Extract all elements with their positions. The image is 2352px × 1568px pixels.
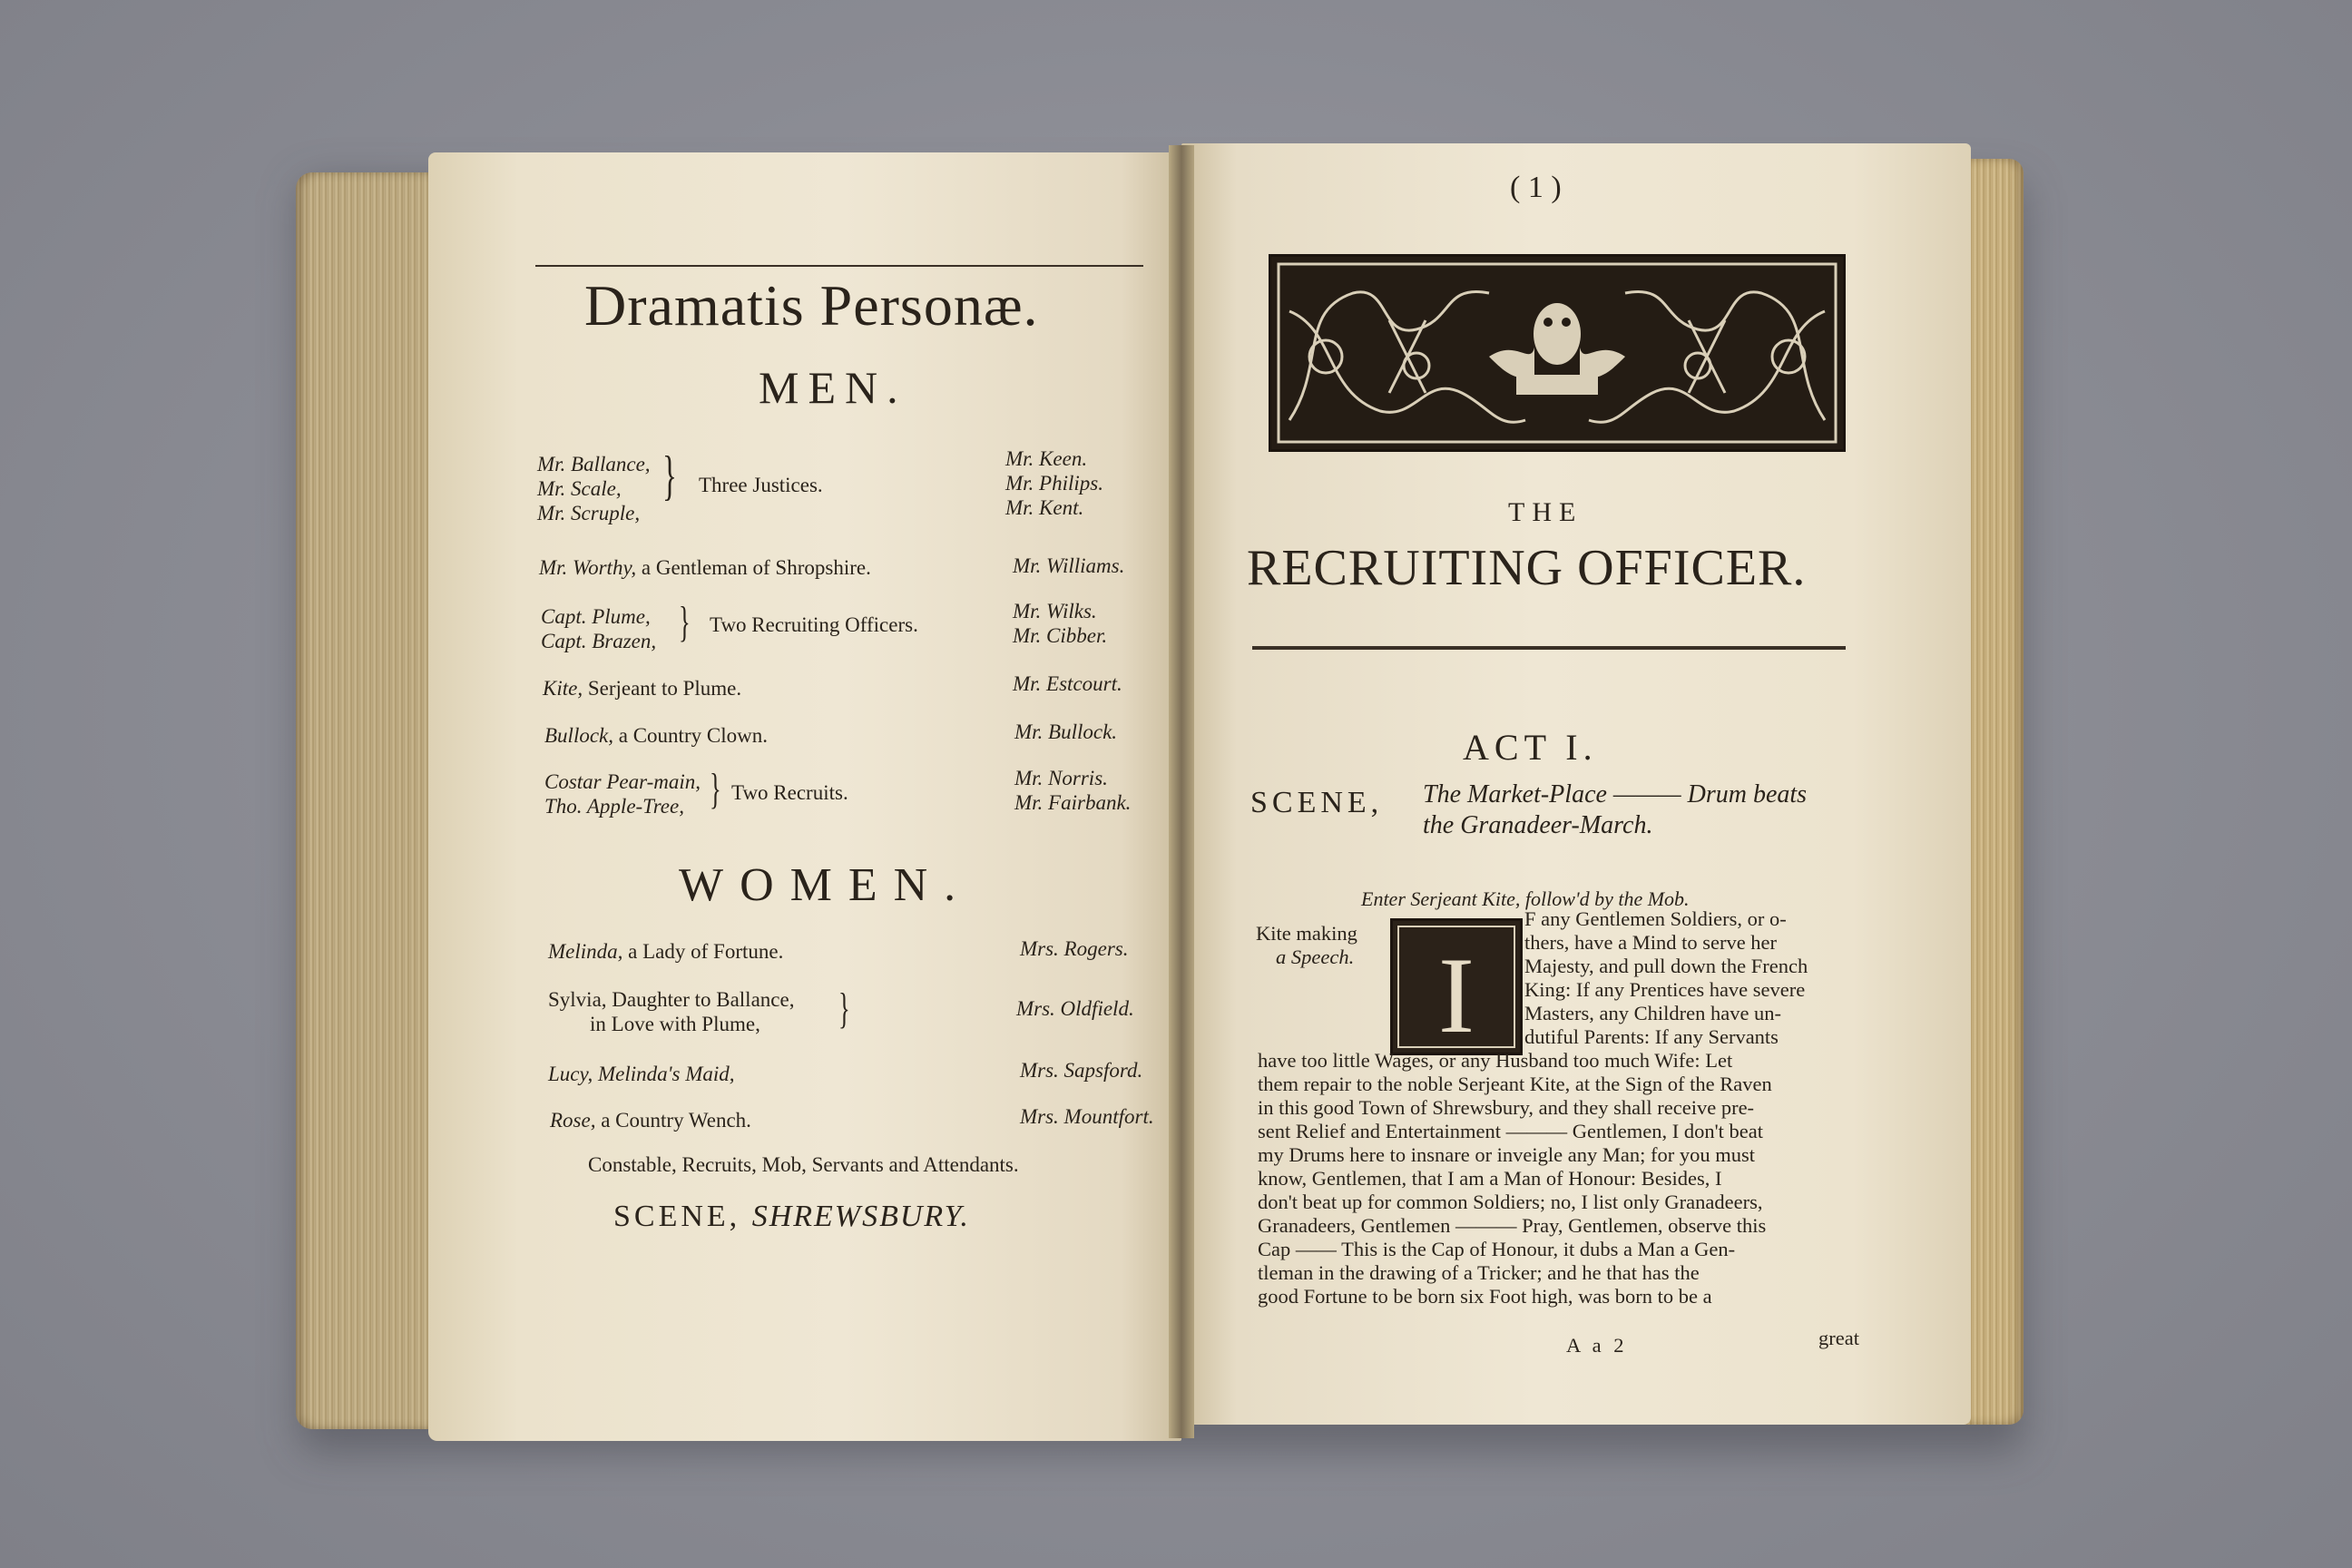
ornamental-headpiece (1269, 254, 1846, 452)
drop-cap (1390, 918, 1523, 1055)
cast-name: Mr. Ballance, Mr. Scale, Mr. Scruple, (537, 453, 651, 524)
act-heading: ACT I. (1463, 727, 1598, 768)
catchword: great (1818, 1327, 1859, 1349)
top-rule-left (535, 265, 1143, 267)
cast-role: Three Justices. (699, 474, 823, 496)
cast-entry: Melinda, a Lady of Fortune. (548, 940, 784, 963)
cast-name: Capt. Plume, Capt. Brazen, (541, 605, 657, 652)
men-heading: MEN. (759, 362, 907, 413)
title-rule (1252, 646, 1846, 650)
cast-role: Two Recruits. (731, 781, 848, 804)
text-body: have too little Wages, or any Husband too much Wife: Let them repair to the noble Serjeant Kite, at the Sign of the Raven in this good Town of Shrewsbury, and they shall receive pre- sent Relief and Entertainment ——— Gentlemen, I don't beat my Drums here to insnare or inveigle any Man; for you must know, Gentlemen, that I am a Man of Honour: Besides, I don't beat up for common Soldiers; no, I list only Granadeers, Granadeers, Gentlemen ——— Pray, Gentlemen, observe this Cap —— This is the Cap of Honour, it dubs a Man a Gen- tleman in the drawing of a Tricker; and he that has the good Fortune to be born six Foot high, was born to be a (1258, 1049, 1772, 1308)
actor: Mrs. Oldfield. (1016, 997, 1134, 1020)
actor-list: Mr. Wilks. Mr. Cibber. (1013, 600, 1108, 647)
page-edges-left (296, 172, 441, 1429)
cast-name: Sylvia, Daughter to Ballance, in Love with Plume, (548, 988, 795, 1035)
women-heading: WOMEN. (679, 859, 973, 911)
scene-footer: SCENE, SHREWSBURY. (613, 1200, 970, 1233)
brace: } (838, 985, 850, 1033)
cast-name: Costar Pear-main, Tho. Apple-Tree, (544, 770, 701, 818)
actor: Mrs. Sapsford. (1020, 1059, 1143, 1082)
book-gutter (1169, 145, 1194, 1438)
brace: } (662, 446, 677, 505)
extras-line: Constable, Recruits, Mob, Servants and Attendants. (588, 1153, 1019, 1176)
cast-entry: Bullock, a Country Clown. (544, 724, 768, 747)
actor: Mr. Estcourt. (1013, 672, 1122, 695)
actor-list: Mr. Norris. Mr. Fairbank. (1014, 767, 1132, 814)
cast-entry: Kite, Serjeant to Plume. (543, 677, 742, 700)
actor-list: Mr. Keen. Mr. Philips. Mr. Kent. (1005, 447, 1103, 519)
page-title: Dramatis Personæ. (584, 273, 1039, 338)
scene-description: the Granadeer-March. (1423, 811, 1653, 839)
cast-entry: Rose, a Country Wench. (550, 1109, 751, 1132)
scene-label: SCENE, (1250, 786, 1384, 819)
side-note: Kite making a Speech. (1256, 922, 1357, 968)
page-number: ( 1 ) (1510, 171, 1562, 204)
play-title: RECRUITING OFFICER. (1247, 540, 1807, 596)
brace: } (679, 598, 691, 646)
cast-entry: Lucy, Melinda's Maid, (548, 1063, 735, 1085)
text-indented: F any Gentlemen Soldiers, or o- thers, have a Mind to serve her Majesty, and pull down the French King: If any Prentices have severe Masters, any Children have un- dutiful Parents: If any Servants (1524, 907, 1808, 1048)
brace: } (710, 765, 721, 813)
svg-text:I: I (1438, 935, 1475, 1053)
cast-role: Two Recruiting Officers. (710, 613, 918, 636)
cast-entry: Mr. Worthy, a Gentleman of Shropshire. (539, 556, 871, 579)
scene-description: The Market-Place ——— Drum beats (1423, 780, 1808, 808)
signature-mark: A a 2 (1566, 1334, 1628, 1357)
title-the: THE (1508, 497, 1583, 527)
actor: Mrs. Rogers. (1020, 937, 1129, 960)
stage-direction: Enter Serjeant Kite, follow'd by the Mob. (1361, 887, 1690, 910)
actor: Mr. Williams. (1013, 554, 1125, 577)
actor: Mr. Bullock. (1014, 720, 1118, 743)
actor: Mrs. Mountfort. (1020, 1105, 1154, 1128)
